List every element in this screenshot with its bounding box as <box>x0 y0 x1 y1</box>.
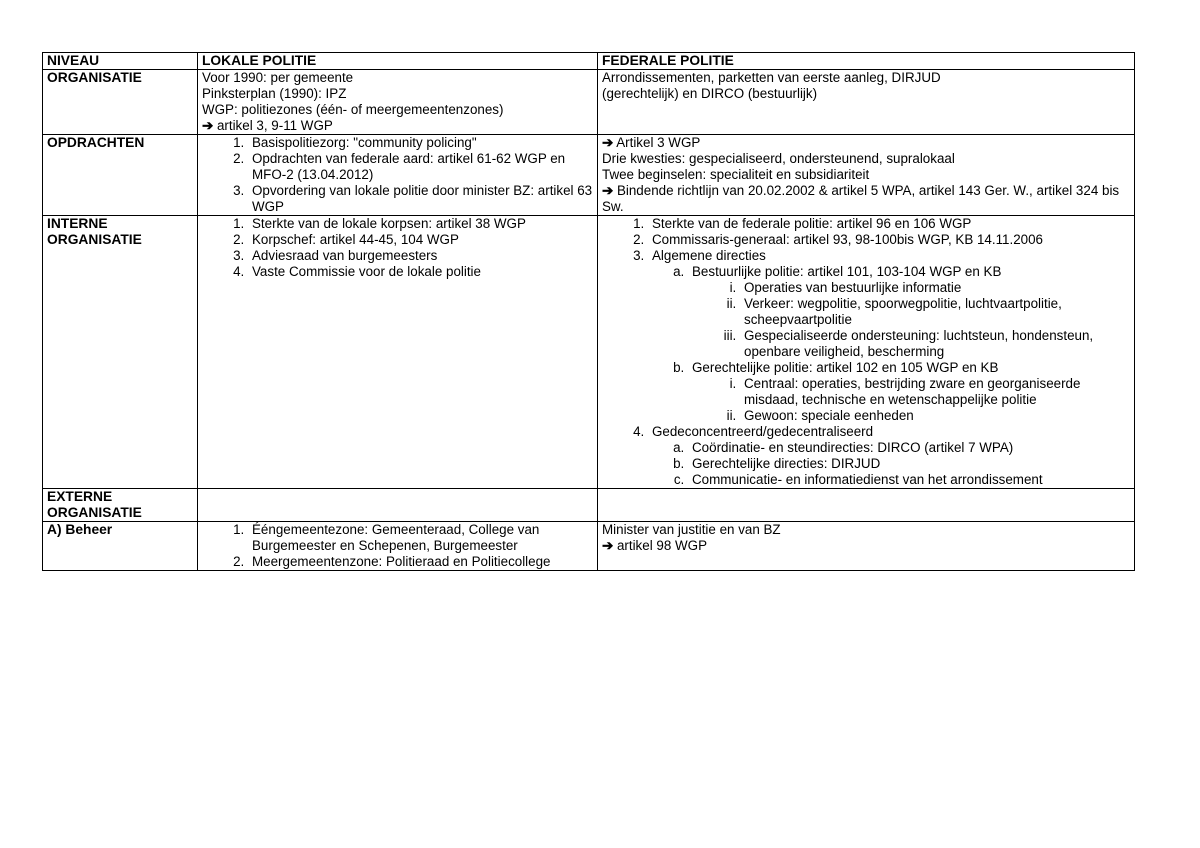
label-line: ORGANISATIE <box>47 505 142 520</box>
text-line: Minister van justitie en van BZ <box>602 522 781 537</box>
cell-opdrachten-federaal <box>598 135 1135 216</box>
text-fragment: Bindende richtlijn van 20.02.2002 & artikel 5 WPA, artikel 143 Ger. W., artikel 324 bis Sw. <box>602 183 1120 214</box>
list-item: i. Operaties van bestuurlijke informatie <box>740 280 1130 296</box>
label-opdrachten: OPDRACHTEN <box>43 135 198 216</box>
label-line: EXTERNE <box>47 489 113 504</box>
algemene-directies-list <box>652 264 1130 424</box>
list-item-text: Bestuurlijke politie: artikel 101, 103-104 WGP en KB <box>692 264 1002 279</box>
interne-lokaal-list <box>202 216 593 280</box>
text-line: Arrondissementen, parketten van eerste aanleg, DIRJUD <box>602 70 941 85</box>
row-opdrachten <box>43 135 1135 216</box>
opdrachten-lokaal-list <box>202 135 593 215</box>
row-organisatie <box>43 70 1135 135</box>
list-item: i. Centraal: operaties, bestrijding zware en georganiseerde misdaad, technische en wetenschappelijke politie <box>740 376 1130 408</box>
text-line: Twee beginselen: specialiteit en subsidiariteit <box>602 167 870 182</box>
row-externe-organisatie <box>43 489 1135 522</box>
list-item: ii. Verkeer: wegpolitie, spoorwegpolitie, luchtvaartpolitie, scheepvaartpolitie <box>740 296 1130 328</box>
row-beheer <box>43 522 1135 571</box>
list-item: 2. Korpschef: artikel 44-45, 104 WGP <box>248 232 593 248</box>
cell-externe-lokaal <box>198 489 598 522</box>
header-niveau: NIVEAU <box>43 53 198 70</box>
list-item: 1. Sterkte van de lokale korpsen: artikel 38 WGP <box>248 216 593 232</box>
header-lokale-politie: LOKALE POLITIE <box>198 53 598 70</box>
list-item: 1. Sterkte van de federale politie: artikel 96 en 106 WGP <box>648 216 1130 232</box>
arrow-icon: ➔ <box>602 135 614 150</box>
list-item: 2. Commissaris-generaal: artikel 93, 98-100bis WGP, KB 14.11.2006 <box>648 232 1130 248</box>
arrow-icon: ➔ <box>602 538 614 553</box>
list-item <box>648 248 1130 424</box>
cell-opdrachten-lokaal <box>198 135 598 216</box>
list-item: 3. Opvordering van lokale politie door minister BZ: artikel 63 WGP <box>248 183 593 215</box>
header-federale-politie: FEDERALE POLITIE <box>598 53 1135 70</box>
text-fragment: artikel 98 WGP <box>613 538 707 553</box>
text-line: (gerechtelijk) en DIRCO (bestuurlijk) <box>602 86 818 101</box>
gedeconcentreerd-list <box>652 440 1130 488</box>
bestuurlijke-list <box>692 280 1130 360</box>
list-item: 2. Meergemeentenzone: Politieraad en Politiecollege <box>248 554 593 570</box>
text-line: Voor 1990: per gemeente <box>202 70 354 85</box>
label-organisatie: ORGANISATIE <box>43 70 198 135</box>
text-line <box>602 183 1130 215</box>
cell-beheer-lokaal <box>198 522 598 571</box>
list-item <box>688 264 1130 360</box>
list-item: b. Gerechtelijke directies: DIRJUD <box>688 456 1130 472</box>
text-line <box>202 118 593 134</box>
cell-organisatie-lokaal <box>198 70 598 135</box>
beheer-lokaal-list <box>202 522 593 570</box>
list-item: 2. Opdrachten van federale aard: artikel 61-62 WGP en MFO-2 (13.04.2012) <box>248 151 593 183</box>
list-item-text: Algemene directies <box>652 248 766 263</box>
cell-organisatie-federaal <box>598 70 1135 135</box>
header-row <box>43 53 1135 70</box>
list-item: c. Communicatie- en informatiedienst van het arrondissement <box>688 472 1130 488</box>
text-line: Pinksterplan (1990): IPZ <box>202 86 347 101</box>
arrow-icon: ➔ <box>602 183 614 198</box>
cell-interne-federaal <box>598 216 1135 489</box>
list-item: 3. Adviesraad van burgemeesters <box>248 248 593 264</box>
list-item-text: Gerechtelijke politie: artikel 102 en 105 WGP en KB <box>692 360 999 375</box>
text-fragment: artikel 3, 9-11 WGP <box>213 118 333 133</box>
text-line: Drie kwesties: gespecialiseerd, ondersteunend, supralokaal <box>602 151 955 166</box>
list-item: 1. Basispolitiezorg: "community policing" <box>248 135 593 151</box>
cell-externe-federaal <box>598 489 1135 522</box>
arrow-icon: ➔ <box>202 118 214 133</box>
list-item: 1. Ééngemeentezone: Gemeenteraad, College van Burgemeester en Schepenen, Burgemeester <box>248 522 593 554</box>
list-item: a. Coördinatie- en steundirecties: DIRCO (artikel 7 WPA) <box>688 440 1130 456</box>
list-item <box>648 424 1130 488</box>
label-line: INTERNE <box>47 216 108 231</box>
text-fragment: Artikel 3 WGP <box>613 135 701 150</box>
list-item: ii. Gewoon: speciale eenheden <box>740 408 1130 424</box>
gerechtelijke-list <box>692 376 1130 424</box>
list-item <box>688 360 1130 424</box>
row-interne-organisatie <box>43 216 1135 489</box>
label-line: ORGANISATIE <box>47 232 142 247</box>
list-item: iii. Gespecialiseerde ondersteuning: luchtsteun, hondensteun, openbare veiligheid, bescherming <box>740 328 1130 360</box>
label-externe-organisatie <box>43 489 198 522</box>
police-structure-table <box>42 52 1135 571</box>
text-line: WGP: politiezones (één- of meergemeentenzones) <box>202 102 504 117</box>
interne-federaal-list <box>602 216 1130 488</box>
text-line <box>602 135 1130 151</box>
list-item-text: Gedeconcentreerd/gedecentraliseerd <box>652 424 874 439</box>
label-beheer: A) Beheer <box>43 522 198 571</box>
cell-interne-lokaal <box>198 216 598 489</box>
label-interne-organisatie <box>43 216 198 489</box>
text-line <box>602 538 1130 554</box>
list-item: 4. Vaste Commissie voor de lokale politie <box>248 264 593 280</box>
cell-beheer-federaal <box>598 522 1135 571</box>
